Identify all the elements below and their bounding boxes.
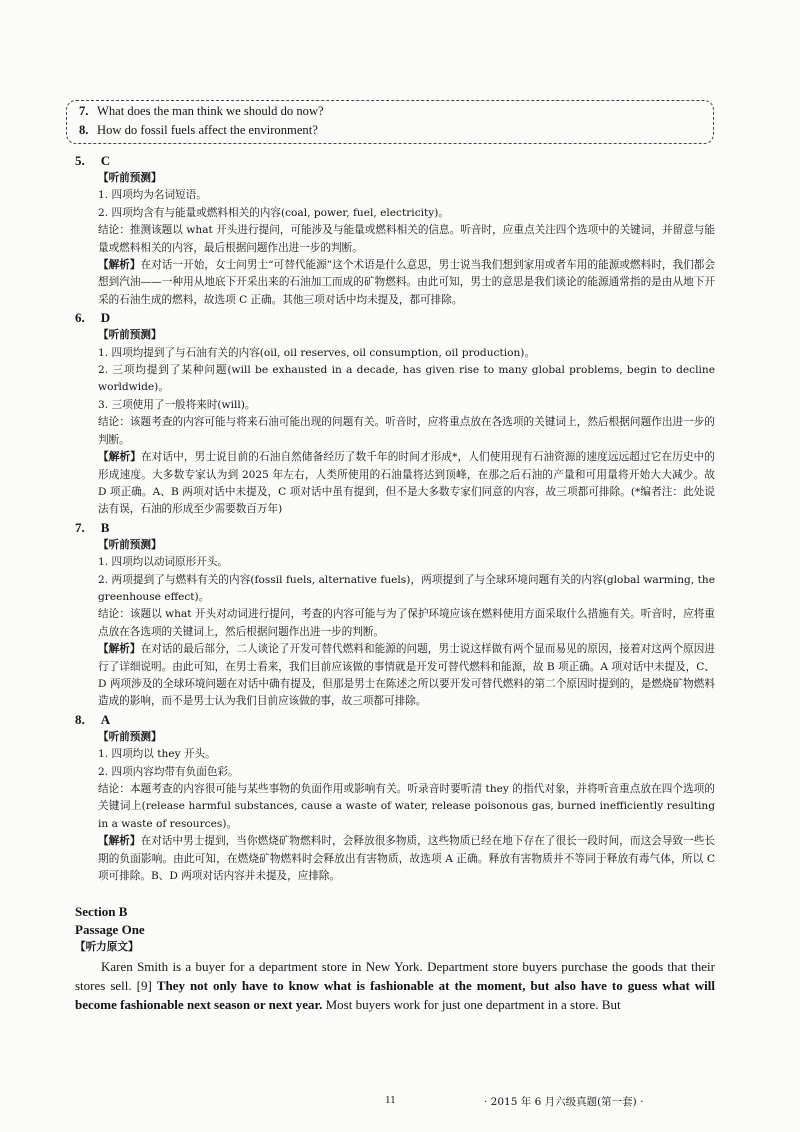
prediction-line: 2. 四项均含有与能量或燃料相关的内容(coal, power, fuel, electricity)。 (98, 206, 449, 219)
analysis-paragraph (98, 449, 715, 519)
transcript-text: Karen Smith is a buyer for a department store in New York. Department store buyers purchase the goods that their stores sell. [9] (75, 958, 715, 993)
analysis-text: 在对话中，男士说目前的石油自然储备经历了数千年的时间才形成*，人们使用现有石油资源的速度远远超过它在历史中的形成速度。大多数专家认为到 2025 年左右，人类所使用的石油量将达到顶峰，在那之后石油的产量和可用量将开始大大减少。故 D 项正确。A、B 两项对话中未提及，C 项对话中虽有提到，但不是大多数专家们同意的内容，故三项都可排除。(*编者注：此处说法有误，石油的形成至少需要数百万年) (98, 451, 716, 516)
conclusion-text: 结论：该题考查的内容可能与将来石油可能出现的问题有关。听音时，应将重点放在各选项的关键词上，然后根据问题作出进一步的判断。 (98, 416, 715, 446)
answer-item-8 (75, 711, 715, 886)
question-text: How do fossil fuels affect the environment? (97, 123, 318, 137)
item-answer: C (100, 153, 111, 168)
item-header (75, 152, 715, 170)
analysis-text: 在对话一开始，女士问男士“可替代能源”这个术语是什么意思，男士说当我们想到家用或者车用的能源或燃料时，我们都会想到汽油——一种用从地底下开采出来的石油加工而成的矿物燃料。由此可知，男士的意思是我们谈论的能源通常指的是由从地下开采的石油生成的燃料，故选项 C 正确。其他三项对话中均未提及，都可排除。 (98, 259, 716, 306)
answer-item-5 (75, 152, 715, 309)
item-answer: D (100, 310, 111, 326)
transcript-text: Most buyers work for just one department in a store. But (325, 996, 621, 1012)
item-answer: A (100, 711, 111, 727)
item-number: 5. (75, 153, 85, 168)
item-header (75, 711, 715, 729)
prediction-line: 1. 四项均以 they 开头。 (98, 748, 216, 761)
prediction-tag: 【听前预测】 (98, 172, 162, 184)
page-number: 11 (385, 1094, 396, 1106)
item-header (75, 309, 715, 327)
transcript-paragraph (75, 957, 715, 1014)
question-7 (79, 102, 713, 121)
analysis-paragraph (98, 257, 715, 309)
conclusion-text: 结论：本题考查的内容很可能与某些事物的负面作用或影响有关。听录音时要听清 they 的指代对象，并将听音重点放在四个选项的关键词上(release harmful substances, cause a waste of water, release poisonous gas, burned inefficiently resulting in a waste of resources)。 (98, 783, 715, 830)
prediction-line: 2. 四项内容均带有负面色彩。 (98, 765, 239, 778)
question-number: 8. (79, 123, 89, 137)
analysis-paragraph (98, 641, 715, 711)
prediction-line: 1. 四项均为名词短语。 (98, 189, 207, 202)
question-number: 7. (79, 104, 89, 118)
conclusion-text: 结论：推测该题以 what 开头进行提问，可能涉及与能量或燃料相关的信息。听音时，应重点关注四个选项中的关键词，并留意与能量或燃料相关的内容，最后根据问题作出进一步的判断。 (98, 224, 715, 254)
question-8 (79, 121, 713, 140)
prediction-tag: 【听前预测】 (98, 730, 162, 743)
item-header (75, 519, 715, 537)
section-title: Section B (75, 904, 128, 920)
answer-explanations (75, 152, 715, 1014)
transcript-tag: 【听力原文】 (75, 941, 139, 954)
passage-title: Passage One (75, 922, 145, 938)
answer-item-7 (75, 519, 715, 711)
question-text: What does the man think we should do now? (97, 104, 324, 118)
item-number: 6. (75, 310, 85, 326)
analysis-tag: 【解析】 (98, 259, 141, 272)
prediction-line: 2. 两项提到了与燃料有关的内容(fossil fuels, alternative fuels)，两项提到了与全球环境问题有关的内容(global warming, the greenhouse effect)。 (98, 573, 715, 603)
analysis-text: 在对话的最后部分，二人谈论了开发可替代燃料和能源的问题，男士说这样做有两个显而易见的原因，接着对这两个原因进行了详细说明。由此可知，在男士看来，我们目前应该做的事情就是开发可替代燃料和能源，故 B 项正确。A 项对话中未提及，C、D 两项涉及的全球环境问题在对话中确有提及，但那是男士在陈述之所以要开发可替代燃料的第二个原因时提到的，是燃烧矿物燃料造成的影响，而不是男士认为我们目前应该做的事，故三项都可排除。 (98, 643, 716, 708)
item-number: 8. (75, 711, 85, 727)
analysis-tag: 【解析】 (98, 451, 141, 464)
analysis-paragraph (98, 833, 715, 885)
prediction-tag: 【听前预测】 (98, 538, 162, 551)
conclusion-text: 结论：该题以 what 开头对动词进行提问，考查的内容可能与为了保护环境应该在燃料使用方面采取什么措施有关。听音时，应将重点放在各选项的关键词上，然后根据问题作出进一步的判断。 (98, 608, 715, 638)
prediction-line: 2. 三项均提到了某种问题(will be exhausted in a decade, has given rise to many global problems, begin to decline worldwide)。 (98, 364, 715, 394)
answer-item-6 (75, 309, 715, 518)
prediction-line: 1. 四项均以动词原形开头。 (98, 556, 229, 569)
question-box (66, 100, 714, 144)
prediction-line: 1. 四项均提到了与石油有关的内容(oil, oil reserves, oil consumption, oil production)。 (98, 346, 536, 359)
item-number: 7. (75, 519, 85, 535)
item-answer: B (100, 519, 110, 535)
transcript-bold-text: They not only have to know what is fashionable at the moment, but also have to guess what will become fashionable next season or next year. (75, 977, 716, 1012)
analysis-tag: 【解析】 (98, 835, 141, 848)
prediction-tag: 【听前预测】 (98, 329, 162, 342)
analysis-text: 在对话中男士提到，当你燃烧矿物燃料时，会释放很多物质，这些物质已经在地下存在了很长一段时间，而这会导致一些长期的负面影响。由此可知，在燃烧矿物燃料时会释放出有害物质，故选项 A 正确。释放有害物质并不等同于释放有毒气体，所以 C 项可排除。B、D 两项对话内容并未提及，应排除。 (98, 835, 716, 883)
analysis-tag: 【解析】 (98, 643, 141, 656)
prediction-line: 3. 三项使用了一般将来时(will)。 (98, 398, 256, 411)
section-b (75, 903, 715, 1013)
running-title: · 2015 年 6 月六级真题(第一套) · (484, 1096, 644, 1108)
